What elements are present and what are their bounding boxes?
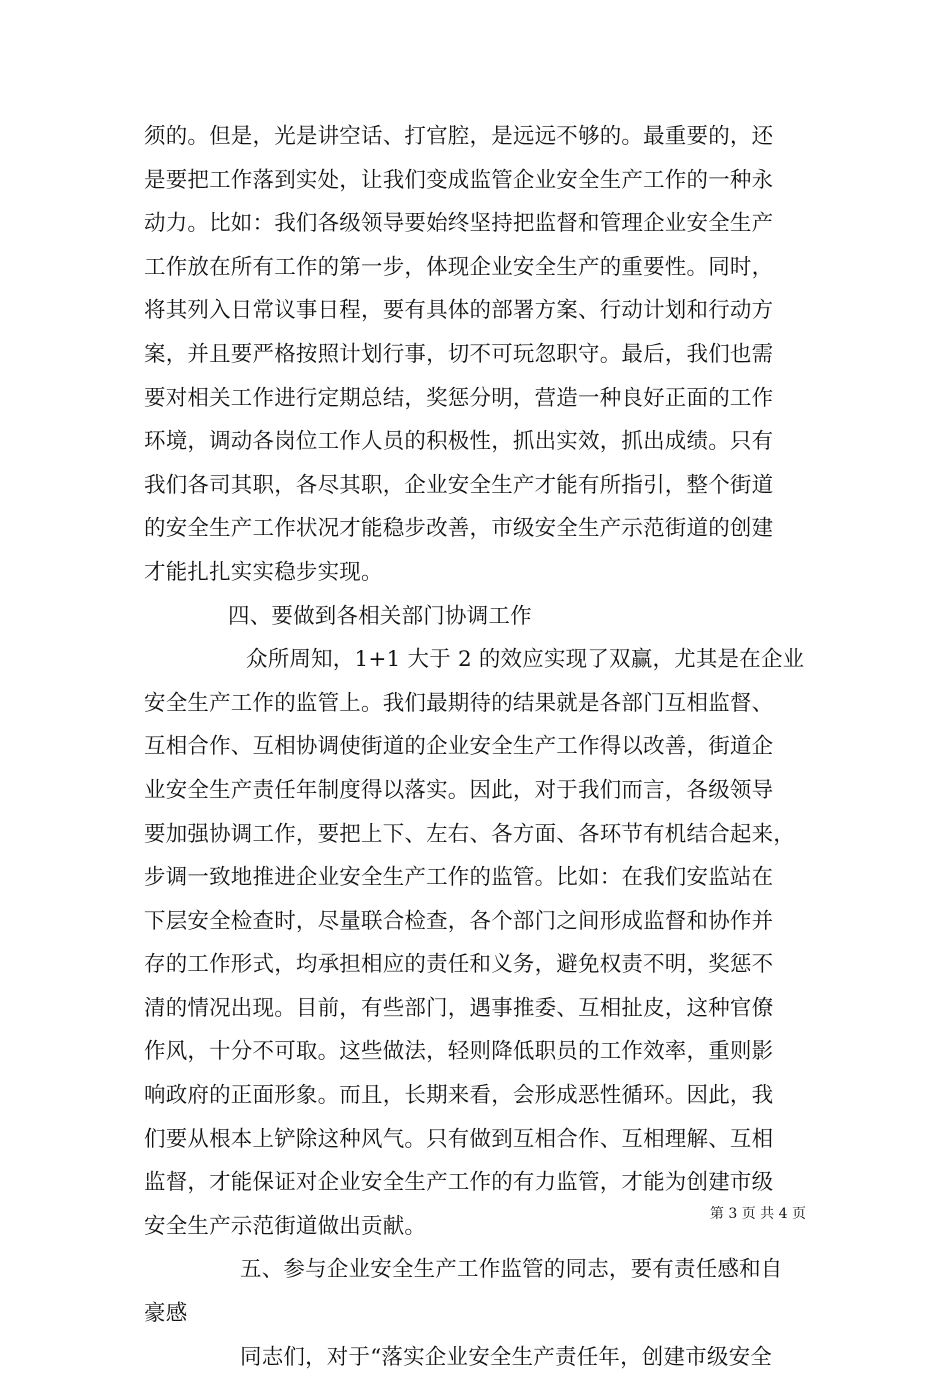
- text-line: 步调一致地推进企业安全生产工作的监管。比如：在我们安监站在: [144, 865, 774, 891]
- text-line: 存的工作形式，均承担相应的责任和义务，避免权责不明，奖惩不: [144, 952, 774, 978]
- paragraph-first-line: 众所周知，1+1 大于 2 的效应实现了双赢，尤其是在企业: [246, 647, 805, 673]
- text-line: 须的。但是，光是讲空话、打官腔，是远远不够的。最重要的，还: [144, 124, 774, 149]
- text-line: 下层安全检查时，尽量联合检查，各个部门之间形成监督和协作并: [144, 908, 774, 934]
- text-line: 清的情况出现。目前，有些部门，遇事推委、互相扯皮，这种官僚: [144, 995, 774, 1021]
- section-heading-5: 五、参与企业安全生产工作监管的同志，要有责任感和自: [240, 1257, 783, 1283]
- text-line: 我们各司其职，各尽其职，企业安全生产才能有所指引，整个街道: [144, 472, 774, 498]
- text-line: 将其列入日常议事日程，要有具体的部署方案、行动计划和行动方: [144, 298, 774, 324]
- text-line: 安全生产工作的监管上。我们最期待的结果就是各部门互相监督、: [144, 690, 774, 716]
- text-line: 们要从根本上铲除这种风气。只有做到互相合作、互相理解、互相: [144, 1126, 774, 1152]
- text-line: 的安全生产工作状况才能稳步改善，市级安全生产示范街道的创建: [144, 516, 774, 542]
- text-line: 才能扎扎实实稳步实现。: [144, 559, 383, 585]
- paragraph-first-line: 同志们，对于“落实企业安全生产责任年，创建市级安全: [240, 1344, 772, 1370]
- text-line: 要加强协调工作，要把上下、左右、各方面、各环节有机结合起来，: [144, 821, 796, 847]
- text-line: 要对相关工作进行定期总结，奖惩分明，营造一种良好正面的工作: [144, 385, 774, 411]
- text-line: 工作放在所有工作的第一步，体现企业安全生产的重要性。同时，: [144, 254, 774, 280]
- text-line: 响政府的正面形象。而且，长期来看，会形成恶性循环。因此，我: [144, 1083, 774, 1109]
- text-line: 动力。比如：我们各级领导要始终坚持把监督和管理企业安全生产: [144, 211, 774, 237]
- text-line: 案，并且要严格按照计划行事，切不可玩忽职守。最后，我们也需: [144, 341, 774, 367]
- text-line: 业安全生产责任年制度得以落实。因此，对于我们而言，各级领导: [144, 777, 774, 803]
- page-number-footer: 第 3 页 共 4 页: [709, 1206, 806, 1222]
- text-line: 监督，才能保证对企业安全生产工作的有力监管，才能为创建市级: [144, 1170, 774, 1196]
- text-line: 作风，十分不可取。这些做法，轻则降低职员的工作效率，重则影: [144, 1039, 774, 1065]
- text-line: 环境，调动各岗位工作人员的积极性，抓出实效，抓出成绩。只有: [144, 429, 774, 455]
- section-heading-5-continued: 豪感: [144, 1301, 188, 1327]
- text-line: 安全生产示范街道做出贡献。: [144, 1213, 427, 1239]
- section-heading-4: 四、要做到各相关部门协调工作: [228, 603, 532, 629]
- text-line: 互相合作、互相协调使街道的企业安全生产工作得以改善，街道企: [144, 734, 774, 760]
- document-body: [144, 115, 834, 1379]
- text-line: 是要把工作落到实处，让我们变成监管企业安全生产工作的一种永: [144, 167, 774, 193]
